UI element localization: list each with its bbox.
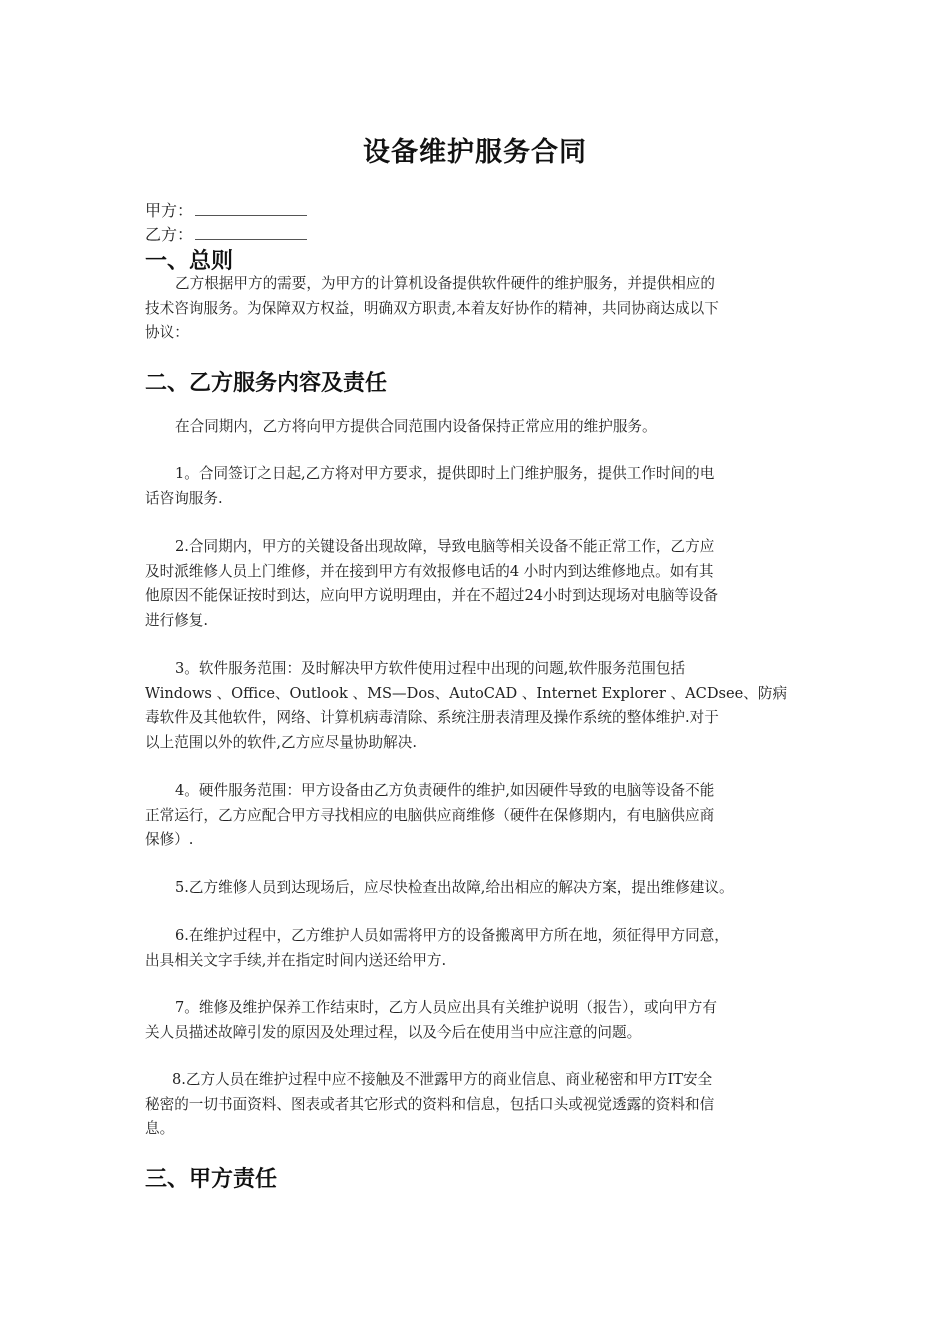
paragraph-line: 关人员描述故障引发的原因及处理过程，以及今后在使用当中应注意的问题。	[145, 1023, 642, 1041]
clause-1	[145, 462, 825, 511]
clause-4	[145, 779, 825, 853]
paragraph-line: 以上范围以外的软件,乙方应尽量协助解决.	[145, 733, 417, 751]
party-b-blank	[195, 222, 307, 240]
paragraph-line: 乙方根据甲方的需要，为甲方的计算机设备提供软件硬件的维护服务，并提供相应的	[175, 275, 715, 292]
section-1-heading: 一、总则	[145, 249, 234, 274]
party-a-label: 甲方：	[145, 201, 194, 220]
paragraph-line: 秘密的一切书面资料、图表或者其它形式的资料和信息，包括口头或视觉透露的资料和信	[145, 1095, 715, 1113]
paragraph-line: 在合同期内，乙方将向甲方提供合同范围内设备保持正常应用的维护服务。	[175, 418, 657, 435]
section-2-heading: 二、乙方服务内容及责任	[145, 371, 388, 396]
document-title: 设备维护服务合同	[363, 137, 587, 168]
paragraph-line: 4。硬件服务范围：甲方设备由乙方负责硬件的维护,如因硬件导致的电脑等设备不能	[175, 782, 715, 799]
paragraph-line: 3。软件服务范围：及时解决甲方软件使用过程中出现的问题,软件服务范围包括	[175, 660, 686, 677]
clause-5	[145, 876, 825, 901]
paragraph-line: 及时派维修人员上门维修，并在接到甲方有效报修电话的4 小时内到达维修地点。如有其	[145, 562, 714, 580]
section-2-intro	[145, 415, 825, 440]
paragraph-line: 2.合同期内，甲方的关键设备出现故障，导致电脑等相关设备不能正常工作，乙方应	[175, 538, 715, 555]
clause-3	[145, 657, 825, 755]
paragraph-line: 1。合同签订之日起,乙方将对甲方要求，提供即时上门维护服务，提供工作时间的电	[175, 465, 715, 482]
section-3-heading: 三、甲方责任	[145, 1167, 278, 1192]
section-1-paragraph	[145, 272, 825, 346]
paragraph-line: 8.乙方人员在维护过程中应不接触及不泄露甲方的商业信息、商业秘密和甲方IT安全	[172, 1071, 713, 1088]
paragraph-line: 他原因不能保证按时到达，应向甲方说明理由，并在不超过24小时到达现场对电脑等设备	[145, 587, 719, 604]
paragraph-line: 5.乙方维修人员到达现场后，应尽快检查出故障,给出相应的解决方案，提出维修建议。	[175, 879, 734, 896]
party-a-line	[145, 198, 307, 223]
paragraph-line: 协议：	[145, 324, 189, 341]
paragraph-line: 进行修复.	[145, 611, 209, 629]
party-a-blank	[195, 198, 307, 216]
clause-8	[145, 1068, 825, 1142]
clause-2	[145, 535, 825, 633]
paragraph-line: 保修）.	[145, 831, 194, 848]
paragraph-line: 正常运行，乙方应配合甲方寻找相应的电脑供应商维修（硬件在保修期内，有电脑供应商	[145, 806, 715, 824]
clause-6	[145, 924, 825, 973]
party-b-label: 乙方：	[145, 225, 194, 244]
clause-7	[145, 996, 825, 1045]
paragraph-line: 技术咨询服务。为保障双方权益，明确双方职责,本着友好协作的精神，共同协商达成以下	[145, 299, 719, 317]
paragraph-line: 出具相关文字手续,并在指定时间内送还给甲方.	[145, 951, 447, 969]
paragraph-line: 7。维修及维护保养工作结束时，乙方人员应出具有关维护说明（报告），或向甲方有	[175, 999, 717, 1016]
paragraph-line: Windows 、Office、Outlook 、MS—Dos、AutoCAD 、Internet Explorer 、ACDsee、防病	[145, 684, 788, 702]
paragraph-line: 话咨询服务.	[145, 489, 223, 507]
paragraph-line: 6.在维护过程中，乙方维护人员如需将甲方的设备搬离甲方所在地，须征得甲方同意，	[175, 927, 729, 944]
paragraph-line: 毒软件及其他软件，网络、计算机病毒清除、系统注册表清理及操作系统的整体维护.对于	[145, 709, 719, 726]
paragraph-line: 息。	[145, 1120, 175, 1137]
